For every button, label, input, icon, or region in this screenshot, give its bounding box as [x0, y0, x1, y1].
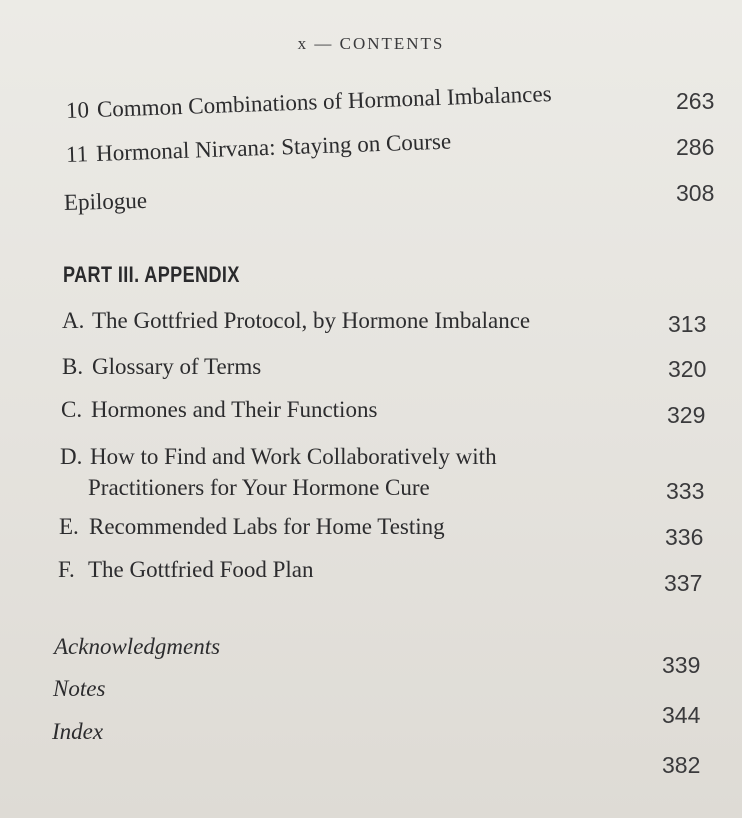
page-number: 263: [676, 88, 715, 114]
appendix-title-line-2: Practitioners for Your Hormone Cure: [88, 475, 430, 500]
appendix-title: Hormones and Their Functions: [91, 397, 378, 422]
toc-entry-appendix-a: [62, 308, 530, 334]
toc-entry-appendix-f: [58, 557, 314, 583]
page-number: 313: [668, 311, 707, 337]
toc-entry-epilogue: [64, 188, 148, 216]
toc-entry-appendix-d: [60, 441, 497, 503]
page-number: 339: [662, 652, 701, 678]
page-number: 337: [664, 570, 703, 596]
appendix-letter: F.: [58, 557, 75, 582]
toc-entry-appendix-b: [62, 354, 261, 380]
page-number: 333: [666, 478, 705, 504]
toc-entry-chapter-11: [66, 129, 452, 168]
appendix-letter: E.: [59, 514, 79, 539]
page-number: 382: [662, 752, 701, 778]
back-matter-title: Index: [52, 719, 104, 744]
page-number: 344: [662, 702, 701, 728]
page-number: 286: [676, 134, 715, 160]
page-number: 320: [668, 356, 707, 382]
page-number: 336: [665, 524, 704, 550]
toc-entry-acknowledgments: [54, 634, 220, 660]
appendix-title: The Gottfried Food Plan: [88, 557, 314, 582]
chapter-title: Common Combinations of Hormonal Imbalances: [96, 81, 552, 122]
toc-entry-appendix-c: [61, 397, 377, 423]
back-matter-title: Notes: [53, 676, 106, 701]
chapter-title: Hormonal Nirvana: Staying on Course: [95, 128, 452, 166]
appendix-title: The Gottfried Protocol, by Hormone Imbalance: [92, 308, 531, 333]
toc-entry-notes: [53, 676, 105, 702]
appendix-letter: A.: [62, 308, 85, 333]
part-heading: PART III. APPENDIX: [63, 262, 240, 287]
chapter-number: 10: [65, 97, 90, 123]
chapter-number: 11: [65, 141, 89, 167]
page-number: 329: [667, 402, 706, 428]
back-matter-title: Acknowledgments: [54, 634, 221, 659]
appendix-letter: C.: [61, 397, 83, 422]
page-number: 308: [676, 180, 715, 206]
appendix-title: Recommended Labs for Home Testing: [89, 514, 445, 539]
toc-entry-index: [52, 719, 103, 745]
appendix-letter: D.: [60, 444, 83, 469]
appendix-letter: B.: [62, 354, 84, 379]
toc-entry-chapter-10: [66, 81, 552, 124]
chapter-title: Epilogue: [63, 187, 148, 215]
running-head: x — CONTENTS: [297, 34, 445, 53]
appendix-title: Glossary of Terms: [92, 354, 262, 379]
appendix-title-line-1: How to Find and Work Collaboratively with: [90, 444, 497, 469]
toc-entry-appendix-e: [59, 514, 445, 540]
